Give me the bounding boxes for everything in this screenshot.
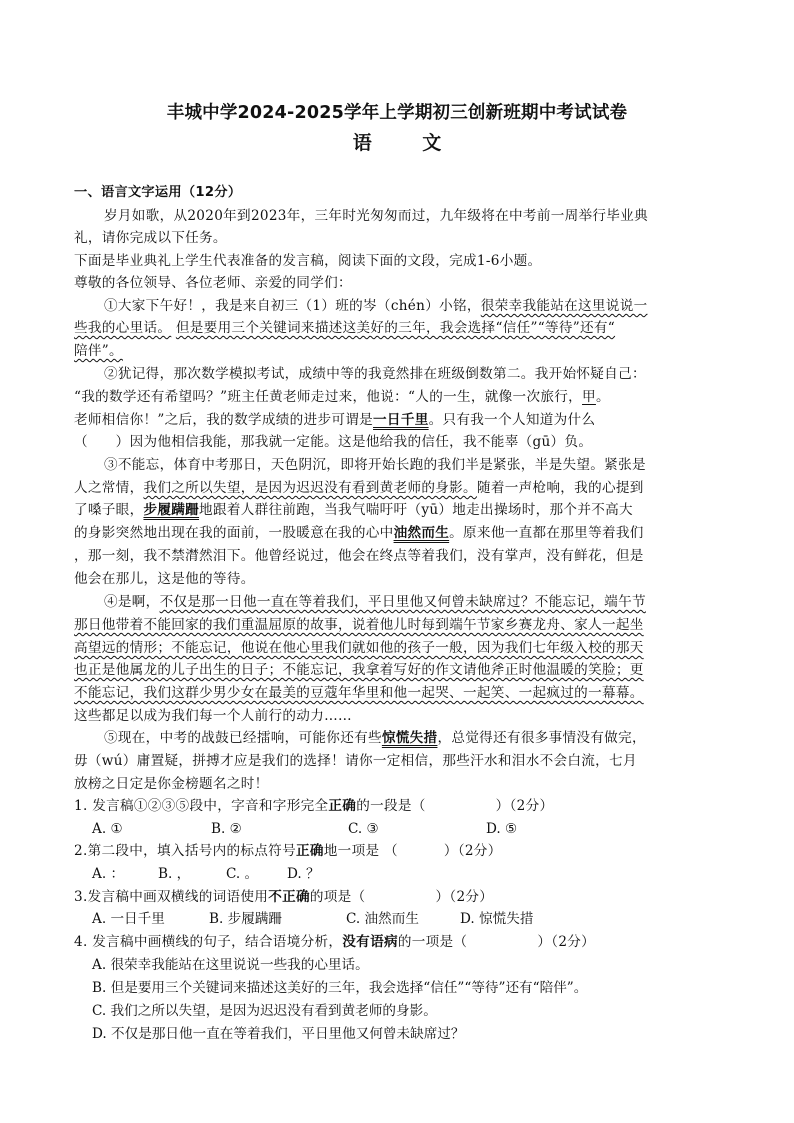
p5-line-3: 放榜之日定是你金榜题名之时！ bbox=[74, 776, 269, 792]
p3-line-4: 的身影突然地出现在我的面前，一股暖意在我的心中油然而生。原来他一直都在那里等着我们 bbox=[74, 525, 644, 541]
section-heading: 一、语言文字运用（12分） bbox=[74, 185, 242, 200]
p3-line-3: 了嗓子眼，步履蹒跚地跟着人群往前跑，当我气喘吁吁（yū）地走出操场时，那个并不高大 bbox=[74, 502, 633, 518]
p1-line-1 bbox=[104, 296, 724, 316]
term-youranershen: 油然而生 bbox=[393, 525, 450, 541]
q2-option-d: D. ？ bbox=[287, 866, 320, 882]
question-4-stem: 4. 发言稿中画横线的句子，结合语境分析，没有语病的一项是（ ）（2分） bbox=[74, 934, 596, 950]
p1-sentence-b-end: 陪伴”。 bbox=[74, 343, 123, 359]
p4-line-1: ④是啊，不仅是那一日他一直在等着我们，平日里他又何曾未缺席过？不能忘记，端午节 bbox=[104, 594, 646, 610]
blank-jia: 甲 bbox=[582, 389, 596, 405]
p1-sentence-b: 但是要用三个关键词来描述这美好的三年，我会选择“信任”“等待”还有“ bbox=[175, 320, 616, 336]
p4-line-3: 高望远的情形；不能忘记，他说在他心里我们就如他的孩子一般，因为我们七年级入校的那天 bbox=[74, 640, 644, 656]
p3-line-1: ③不能忘，体育中考那日，天色阴沉，即将开始长跑的我们半是紧张，半是失望。紧张是 bbox=[104, 457, 646, 473]
question-2-stem: 2.第二段中，填入括号内的标点符号正确地一项是 （ ）（2分） bbox=[74, 843, 502, 859]
intro-line-2: 礼，请你完成以下任务。 bbox=[74, 230, 227, 246]
p4-line-6: 这些都足以成为我们每一个人前行的动力…… bbox=[74, 708, 352, 724]
p4-line-4: 也正是他属龙的儿子出生的日子；不能忘记，我拿着写好的作文请他斧正时他温暖的笑脸；更 bbox=[74, 662, 644, 678]
q2-option-c: C. 。 bbox=[226, 866, 259, 882]
question-1-stem: 1. 发言稿①②③⑤段中，字音和字形完全正确的一段是（ ）（2分） bbox=[74, 798, 554, 814]
question-3-stem: 3.发言稿中画双横线的词语使用不正确的项是（ ）（2分） bbox=[74, 889, 494, 905]
q4-option-c: C. 我们之所以失望，是因为迟迟没有看到黄老师的身影。 bbox=[92, 1003, 437, 1019]
q1-option-d: D. ⑤ bbox=[486, 821, 518, 837]
p3-line-2: 人之常情，我们之所以失望，是因为迟迟没有看到黄老师的身影。随着一声枪响，我的心提到 bbox=[74, 480, 644, 496]
p3-line-6: 他会在那儿，这是他的等待。 bbox=[74, 571, 255, 587]
p4-line-5: 不能忘记，我们这群少男少女在最美的豆蔻年华里和他一起哭、一起笑、一起疯过的一幕幕。 bbox=[74, 685, 644, 701]
p1-sentence-a: 很荣幸我能站在这里说说一 bbox=[480, 298, 648, 314]
p2-line-4: （ ）因为他相信我能，那我就一定能。这是他给我的信任，我不能辜（gū）负。 bbox=[74, 434, 593, 450]
intro-line-3: 下面是毕业典礼上学生代表准备的发言稿，阅读下面的文段，完成1-6小题。 bbox=[74, 253, 542, 269]
p1-sentence-a-end: 些我的心里话。 bbox=[74, 320, 172, 336]
term-bulvpanshan: 步履蹒跚 bbox=[143, 502, 200, 518]
q1-option-b: B. ② bbox=[211, 821, 242, 837]
q3-option-c: C. 油然而生 bbox=[346, 911, 419, 927]
subject-title: 语 文 bbox=[352, 132, 464, 154]
p2-line-1: ②犹记得，那次数学模拟考试，成绩中等的我竟然排在班级倒数第二。我开始怀疑自己： bbox=[104, 366, 646, 382]
greeting: 尊敬的各位领导、各位老师、亲爱的同学们： bbox=[74, 275, 352, 291]
q1-option-c: C. ③ bbox=[348, 821, 379, 837]
p2-line-2: “我的数学还有希望吗？”班主任黄老师走过来，他说：“人的一生，就像一次旅行，甲。 bbox=[74, 389, 610, 405]
p4-line-2: 那日他带着不能回家的我们重温屈原的故事，说着他儿时每到端午节家乡赛龙舟、家人一起坐 bbox=[74, 617, 644, 633]
p5-line-1: ⑤现在，中考的战鼓已经擂响，可能你还有些惊慌失措，总觉得还有很多事情没有做完， bbox=[104, 730, 646, 746]
p3-line-5: ，那一刻，我不禁潸然泪下。他曾经说过，他会在终点等着我们，没有掌声，没有鲜花，但是 bbox=[74, 548, 644, 564]
q4-option-d: D. 不仅是那日他一直在等着我们，平日里他又何曾未缺席过？ bbox=[92, 1026, 465, 1042]
intro-line-1: 岁月如歌，从2020年到2023年，三年时光匆匆而过，九年级将在中考前一周举行毕业典 bbox=[104, 208, 648, 224]
q2-option-b: B. ， bbox=[158, 866, 191, 882]
q4-option-b: B. 但是要用三个关键词来描述这美好的三年，我会选择“信任”“等待”还有“陪伴”。 bbox=[92, 980, 588, 996]
p4-sentence-d: 不仅是那一日他一直在等着我们，平日里他又何曾未缺席过？不能忘记，端午节 bbox=[159, 594, 646, 610]
p1-line-3 bbox=[74, 341, 724, 361]
p1-text: ①大家下午好！，我是来自初三（1）班的岑（chén）小铭， bbox=[104, 298, 481, 314]
q3-option-d: D. 惊慌失措 bbox=[460, 911, 534, 927]
term-jinghuangshicuo: 惊慌失措 bbox=[381, 730, 438, 746]
term-yirqianli: 一日千里 bbox=[373, 412, 429, 428]
p5-line-2: 毋（wú）庸置疑，拼搏才应是我们的选择！请你一定相信，那些汗水和泪水不会白流，七月 bbox=[74, 753, 637, 769]
q2-option-a: A. ： bbox=[92, 866, 125, 882]
p3-sentence-c: 我们之所以失望，是因为迟迟没有看到黄老师的身影。 bbox=[143, 480, 477, 496]
q3-option-b: B. 步履蹒跚 bbox=[209, 911, 283, 927]
exam-title: 丰城中学2024-2025学年上学期初三创新班期中考试试卷 bbox=[166, 103, 628, 123]
q4-option-a: A. 很荣幸我能站在这里说说一些我的心里话。 bbox=[92, 957, 369, 973]
q3-option-a: A. 一日千里 bbox=[92, 911, 165, 927]
p1-line-2 bbox=[74, 318, 724, 338]
q1-option-a: A. ① bbox=[92, 821, 123, 837]
p2-line-3: 老师相信你！”之后，我的数学成绩的进步可谓是一日千里。只有我一个人知道为什么 bbox=[74, 412, 596, 428]
